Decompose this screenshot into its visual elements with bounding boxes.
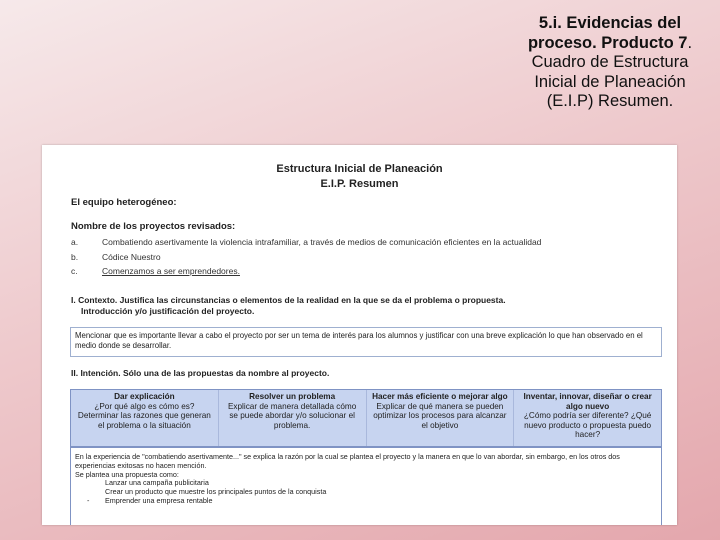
section-context — [71, 295, 631, 317]
intention-col-body: ¿Cómo podría ser diferente? ¿Qué nuevo producto o propuesta puedo hacer? — [523, 411, 652, 439]
proposal-text: Crear un producto que muestre los principales puntos de la conquista — [105, 487, 327, 497]
project-name: Códice Nuestro — [102, 252, 161, 262]
explanation-text: En la experiencia de "combatiendo asertivamente..." se explica la razón por la cual se plantea el proyecto y la manera en que lo van abordar, sin embargo, en los otros dos experiencias exitosas no hacen mención. — [75, 452, 620, 470]
slide-title-line2-bold: proceso. Producto 7 — [527, 33, 688, 52]
intention-col-solve — [219, 390, 367, 446]
project-item-c — [71, 266, 631, 276]
document-image — [42, 145, 677, 525]
intention-col-head: Inventar, innovar, diseñar o crear algo nuevo — [523, 392, 652, 411]
proposal-text: Lanzar una campaña publicitaria — [105, 478, 209, 488]
slide-title-line3: Cuadro de Estructura — [531, 53, 689, 71]
project-name: Comenzamos a ser emprendedores. — [102, 266, 240, 276]
section-context-line2: Introducción y/o justificación del proyecto. — [81, 306, 255, 316]
project-letter: a. — [71, 237, 79, 247]
intention-col-explain — [71, 390, 219, 446]
intention-col-body: Explicar de manera detallada cómo se puede abordar y/o solucionar el problema. — [227, 401, 357, 430]
slide-title-line1: 5.i. Evidencias del — [538, 14, 682, 32]
proposal-intro: Se plantea una propuesta como: — [75, 469, 179, 479]
projects-label: Nombre de los proyectos revisados: — [71, 221, 236, 232]
slide-title-line2-rest: . — [687, 33, 693, 52]
slide-title-line4: Inicial de Planeación — [534, 72, 686, 91]
slide-title — [490, 14, 720, 112]
slide-title-line5: (E.I.P) Resumen. — [546, 92, 674, 110]
project-name: Combatiendo asertivamente la violencia intrafamiliar, a través de medios de comunicación eficientes en la actualidad — [102, 237, 542, 247]
intention-explanation-box — [70, 447, 662, 525]
dash-mark: - — [87, 495, 90, 505]
intention-col-body: Explicar de qué manera se pueden optimizar los procesos para alcanzar el objetivo — [373, 401, 507, 430]
intention-col-head: Hacer más eficiente o mejorar algo — [372, 392, 508, 401]
project-item-a — [71, 237, 631, 247]
document-title: Estructura Inicial de Planeación — [276, 163, 443, 175]
intention-col-head: Resolver un problema — [249, 392, 336, 401]
proposal-item — [75, 497, 657, 506]
intention-col-body: ¿Por qué algo es cómo es? Determinar las razones que generan el problema o la situación — [77, 401, 211, 430]
intention-col-innovate — [514, 390, 661, 446]
document-subtitle: E.I.P. Resumen — [320, 178, 399, 190]
intention-col-improve — [367, 390, 515, 446]
team-label: El equipo heterogéneo: — [71, 197, 177, 208]
project-item-b — [71, 252, 631, 262]
section-intention: II. Intención. Sólo una de las propuestas da nombre al proyecto. — [71, 368, 330, 378]
proposal-text: Emprender una empresa rentable — [105, 495, 213, 505]
project-letter: c. — [71, 266, 78, 276]
context-box: Mencionar que es importante llevar a cabo el proyecto por ser un tema de interés para los alumnos y justificar con una breve explicación lo que han observado en el medio donde se desarrollar. — [70, 327, 662, 357]
slide-title-line2 — [490, 34, 720, 54]
intention-col-head: Dar explicación — [114, 392, 175, 401]
intention-grid — [70, 389, 662, 447]
section-context-line1: I. Contexto. Justifica las circunstancias o elementos de la realidad en la que se da el problema o propuesta. — [71, 295, 506, 305]
project-letter: b. — [71, 252, 79, 262]
